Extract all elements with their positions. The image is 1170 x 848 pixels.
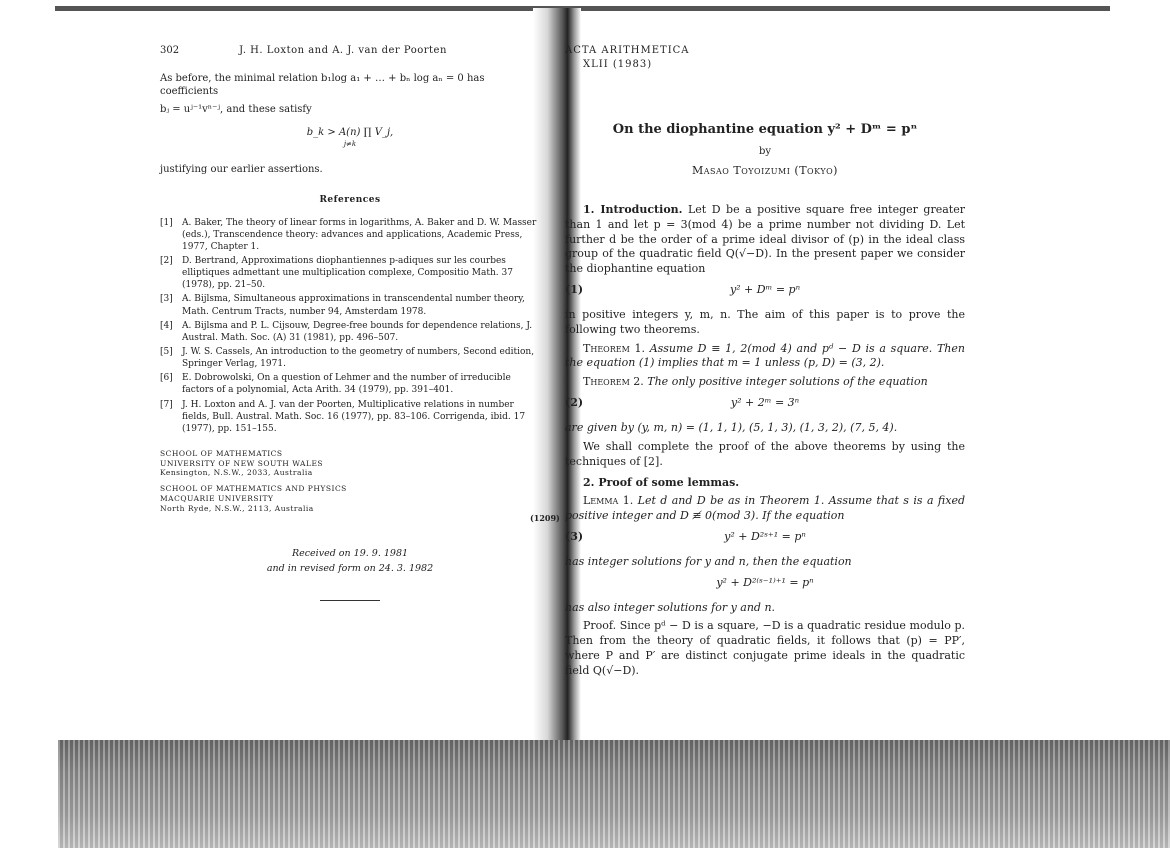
affiliation-1 <box>160 449 540 478</box>
intro-line-2: bⱼ = uʲ⁻¹vⁿ⁻ʲ, and these satisfy <box>160 103 312 115</box>
author-name: Masao Toyoizumi (Tokyo) <box>692 164 838 178</box>
equation-1 <box>565 283 965 298</box>
affiliation-line: UNIVERSITY OF NEW SOUTH WALES <box>160 458 324 468</box>
paper-title: On the diophantine equation y² + Dᵐ = pⁿ <box>612 122 918 137</box>
after-eq3: has integer solutions for y and n, then the equation <box>565 554 852 568</box>
affiliation-line: North Ryde, N.S.W., 2113, Australia <box>160 503 314 513</box>
journal-header <box>565 44 965 71</box>
ref-text: J. W. S. Cassels, An introduction to the geometry of numbers, Second edition, Springer Verlag, 1971. <box>182 346 535 370</box>
ref-number: [6] <box>160 373 173 384</box>
section-heading: 1. Introduction. <box>583 202 683 216</box>
equation-number: (2) <box>565 396 584 410</box>
affiliation-line: MACQUARIE UNIVERSITY <box>160 493 274 503</box>
running-head-authors: J. H. Loxton and A. J. van der Poorten <box>239 45 447 56</box>
equation-4 <box>565 576 965 591</box>
affiliation-line: SCHOOL OF MATHEMATICS <box>160 448 283 458</box>
by-line: by <box>758 145 772 157</box>
journal-name: ACTA ARITHMETICA <box>565 45 690 56</box>
journal-volume: XLII (1983) <box>583 58 653 70</box>
ref-number: [7] <box>160 399 173 410</box>
ref-number: [4] <box>160 320 173 331</box>
intro-paragraph <box>565 203 965 277</box>
reference-item <box>160 217 540 253</box>
equation-2 <box>565 396 965 411</box>
ref-text: A. Bijlsma and P. L. Cijsouw, Degree-free bounds for dependence relations, J. Austral. Math. Soc. (A) 31 (1981), pp. 496–507. <box>182 320 533 343</box>
ref-number: [1] <box>160 217 173 228</box>
ref-number: [3] <box>160 294 173 305</box>
proof-label: Proof. <box>583 619 617 633</box>
after-eq4: has also integer solutions for y and n. <box>565 600 776 614</box>
reference-item <box>160 346 540 370</box>
formula-main: b_k > A(n) ∏ V_j, <box>306 127 394 138</box>
reference-item <box>160 399 540 435</box>
product-formula <box>160 126 540 149</box>
lemma-1 <box>565 494 965 524</box>
theorem-1 <box>565 342 965 372</box>
after-eq1: in positive integers y, m, n. The aim of this paper is to prove the following two theorems. <box>565 307 965 336</box>
completion-sentence: We shall complete the proof of the above theorems by using the techniques of [2]. <box>565 439 965 468</box>
equation-number: (3) <box>565 530 584 544</box>
theorem-text: Assume D ≡ 1, 2(mod 4) and pᵈ − D is a square. Then the equation (1) implies that m = 1 unless (p, D) = (3, 2). <box>565 341 965 370</box>
theorem-text: The only positive integer solutions of the equation <box>647 375 928 389</box>
scanner-bed-band <box>58 740 1170 848</box>
proof-paragraph <box>565 619 965 678</box>
reference-item <box>160 320 540 344</box>
received-dates <box>160 547 540 576</box>
theorem-2 <box>565 375 965 390</box>
right-page <box>565 44 965 683</box>
reference-item <box>160 372 540 396</box>
end-rule <box>320 600 380 601</box>
equation-number-empty <box>565 576 605 591</box>
reference-item <box>160 255 540 291</box>
equation-body: y² + Dᵐ = pⁿ <box>729 283 801 297</box>
equation-body: y² + D²⁽ˢ⁻¹⁾⁺¹ = pⁿ <box>716 575 814 589</box>
reference-item <box>160 293 540 317</box>
ref-text: A. Baker, The theory of linear forms in logarithms, A. Baker and D. W. Masser (eds.), Transcendence theory: advances and applications, Academic Press, 1977, Chapter 1. <box>182 217 537 252</box>
ref-text: A. Bijlsma, Simultaneous approximations in transcendental number theory, Math. Centrum Tracts, number 94, Amsterdam 1978. <box>182 294 525 317</box>
reference-list <box>160 217 540 435</box>
equation-body: y² + 2ᵐ = 3ⁿ <box>730 396 800 410</box>
affiliation-line: SCHOOL OF MATHEMATICS AND PHYSICS <box>160 484 347 494</box>
affiliation-line: Kensington, N.S.W., 2033, Australia <box>160 468 313 478</box>
intro-line-1: As before, the minimal relation b₁log a₁ + … + bₙ log aₙ = 0 has coefficients <box>160 72 485 97</box>
conclusion-line: justifying our earlier assertions. <box>160 163 323 175</box>
theorem-label: Theorem 1. <box>583 341 645 355</box>
equation-body: y² + D²ˢ⁺¹ = pⁿ <box>724 530 806 544</box>
received-line: Received on 19. 9. 1981 <box>291 548 409 560</box>
ref-number: [2] <box>160 256 173 266</box>
after-eq2: are given by (y, m, n) = (1, 1, 1), (5, 1, 3), (1, 3, 2), (7, 5, 4). <box>565 421 898 435</box>
affiliation-2 <box>160 484 540 513</box>
ref-number: [5] <box>160 346 173 357</box>
page-number: 302 <box>160 45 180 56</box>
theorem-label: Theorem 2. <box>583 375 644 389</box>
lemma-label: Lemma 1. <box>583 494 634 508</box>
revised-line: and in revised form on 24. 3. 1982 <box>266 562 434 574</box>
lemma-text: Let d and D be as in Theorem 1. Assume that s is a fixed positive integer and D ≢ 0(mod 3). If the equation <box>565 494 966 523</box>
page-top-edge <box>55 6 1110 11</box>
formula-subscript: j≠k <box>343 139 357 148</box>
section-2-heading: 2. Proof of some lemmas. <box>583 475 740 489</box>
ref-text: J. H. Loxton and A. J. van der Poorten, Multiplicative relations in number fields, Bull. Austral. Math. Soc. 16 (1977), pp. 83–106. Corrigenda, ibid. 17 (1977), pp. 151–155. <box>182 399 526 434</box>
proof-text: Since pᵈ − D is a square, −D is a quadratic residue modulo p. Then from the theory of quadratic fields, it follows that (p) = PP′, where P and P′ are distinct conjugate prime ideals in the quadratic field Q(√−D). <box>565 619 965 677</box>
equation-number: (1) <box>565 283 584 297</box>
manuscript-code: (1209) <box>530 513 560 523</box>
left-running-head <box>160 44 540 58</box>
intro-text: Let D be a positive square free integer greater than 1 and let p = 3(mod 4) be a prime number not dividing D. Let further d be the order of a prime ideal divisor of (p) in the ideal class group of the quadratic field Q(√−D). In the present paper we consider the diophantine equation <box>565 202 965 276</box>
references-title: References <box>319 195 381 206</box>
ref-text: E. Dobrowolski, On a question of Lehmer and the number of irreducible factors of a polynomial, Acta Arith. 34 (1979), pp. 391–401. <box>182 373 511 396</box>
left-page <box>160 44 560 601</box>
equation-3 <box>565 530 965 545</box>
ref-text: D. Bertrand, Approximations diophantiennes p-adiques sur les courbes elliptiques admettant une multiplication complexe, Compositio Math. 37 (1978), pp. 21–50. <box>182 256 513 291</box>
